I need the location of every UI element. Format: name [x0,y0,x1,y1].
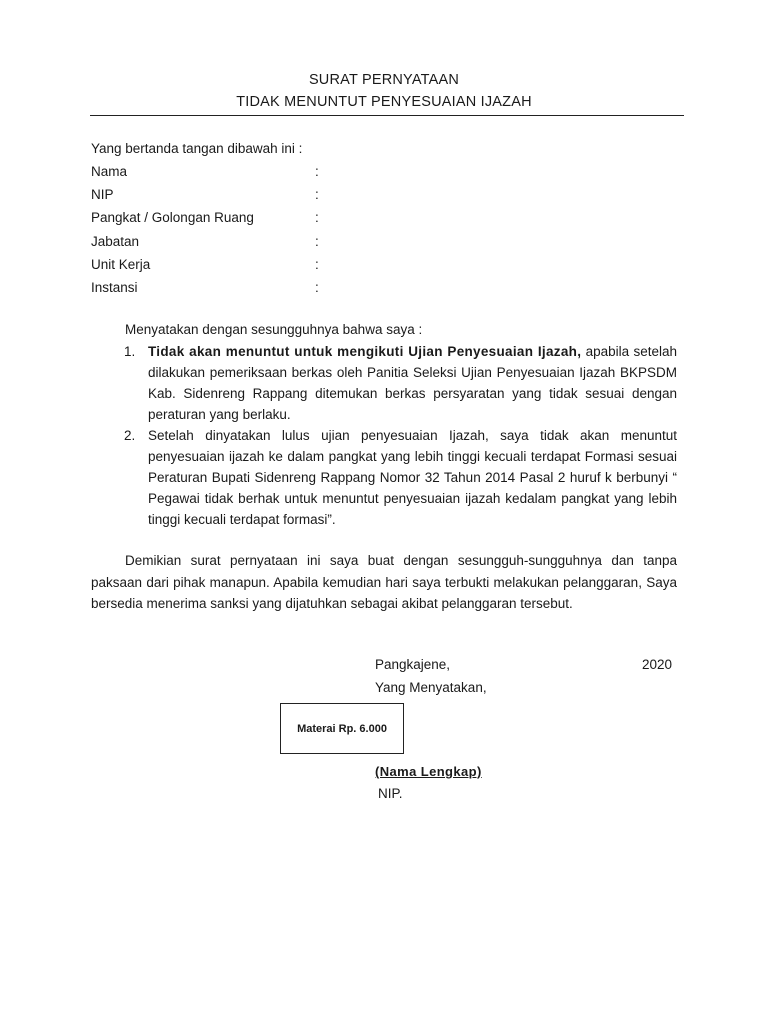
closing-paragraph: Demikian surat pernyataan ini saya buat dengan sesungguh-sungguhnya dan tanpa paksaan dari pihak manapun. Apabila kemudian hari saya terbukti melakukan pelanggaran, Saya bersedia menerima sanksi yang dijatuhkan sebagai akibat pelanggaran tersebut. [91,553,677,612]
field-row-instansi [91,280,351,303]
signature-year: 2020 [642,657,673,672]
field-colon: : [315,164,319,179]
field-row-unit-kerja [91,257,351,280]
field-colon: : [315,187,319,203]
field-label: NIP [91,187,114,203]
intro-text: Yang bertanda tangan dibawah ini : [91,141,303,156]
title-divider [90,115,684,116]
identity-fields [91,164,351,303]
signer-full-name: (Nama Lengkap) [375,764,482,779]
statement-item-2 [124,425,677,530]
signature-place: Pangkajene, [375,657,451,672]
field-row-nip [91,187,351,210]
statement-item-1 [124,341,677,425]
stamp-duty-label: Materai Rp. 6.000 [297,722,387,735]
list-bold-text: Tidak akan menuntut untuk mengikuti Ujian Penyesuaian Ijazah, [148,344,582,359]
field-row-nama [91,164,351,187]
list-text [148,341,677,425]
list-number: 1. [124,344,136,359]
field-label: Nama [91,164,128,179]
field-row-pangkat [91,210,351,233]
stamp-duty-box [280,703,404,754]
document-subtitle: TIDAK MENUNTUT PENYESUAIAN IJAZAH [236,94,532,110]
signer-label: Yang Menyatakan, [375,680,487,695]
field-label: Unit Kerja [91,256,151,272]
field-row-jabatan [91,234,351,257]
field-colon: : [315,279,319,295]
statement-intro: Menyatakan dengan sesungguhnya bahwa saya : [125,322,423,337]
field-colon: : [315,233,319,249]
list-body-text: Setelah dinyatakan lulus ujian penyesuaian Ijazah, saya tidak akan menuntut penyesuaian ijazah ke dalam pangkat yang lebih tinggi kecuali terdapat Formasi sesuai Peraturan Bupati Sidenreng Rappang Nomor 32 Tahun 2014 Pasal 2 huruf k berbunyi “ Pegawai tidak berhak untuk menuntut penyesuaian ijazah kedalam pangkat yang lebih tinggi kecuali terdapat formasi”. [148,428,677,527]
field-label: Jabatan [91,233,140,249]
field-colon: : [315,210,319,226]
field-label: Pangkat / Golongan Ruang [91,210,254,226]
signer-nip: NIP. [378,786,403,801]
field-colon: : [315,256,319,272]
field-label: Instansi [91,279,138,295]
list-body-text: apabila setelah dilakukan pemeriksaan berkas oleh Panitia Seleksi Ujian Penyesuaian Ijazah BKPSDM Kab. Sidenreng Rappang ditemukan berkas persyaratan yang tidak sesuai dengan peraturan yang berlaku. [148,344,677,422]
list-number: 2. [124,428,136,443]
document-title: SURAT PERNYATAAN [308,72,460,88]
